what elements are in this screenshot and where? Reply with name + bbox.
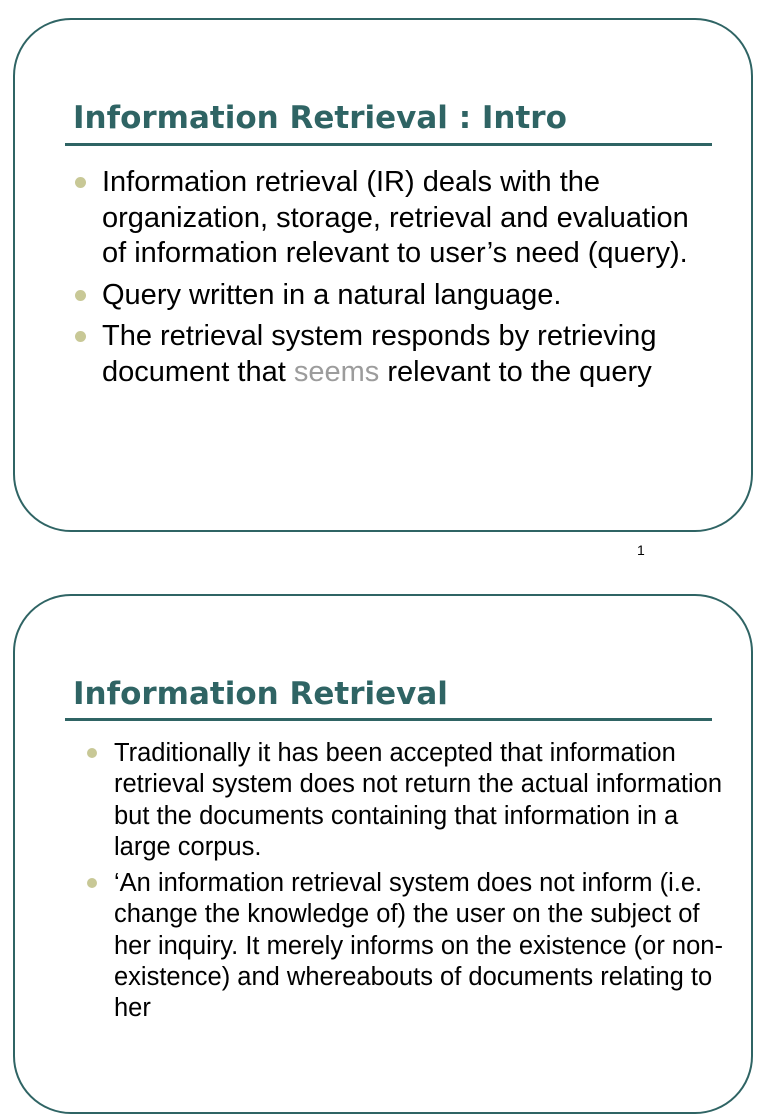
slide-1-title: Information Retrieval : Intro bbox=[73, 100, 567, 136]
highlighted-word: seems bbox=[293, 355, 380, 388]
list-item bbox=[87, 738, 727, 863]
bullet-icon bbox=[75, 177, 86, 188]
slide-2 bbox=[13, 594, 753, 1114]
list-item bbox=[75, 165, 705, 272]
bullet-icon bbox=[87, 878, 97, 888]
bullet-text-part: relevant to the query bbox=[379, 355, 652, 388]
page-number: 1 bbox=[637, 542, 645, 558]
bullet-text: Traditionally it has been accepted that information retrieval system does not return the actual information but the documents containing that information in a large corpus. bbox=[114, 739, 723, 861]
bullet-text: Information retrieval (IR) deals with the organization, storage, retrieval and evaluation of information relevant to user’s need (query). bbox=[102, 166, 689, 269]
slide-2-title: Information Retrieval bbox=[73, 676, 448, 712]
slide-2-bullet-list bbox=[87, 738, 727, 1030]
bullet-text: Query written in a natural language. bbox=[102, 278, 562, 311]
bullet-icon bbox=[75, 331, 86, 342]
bullet-text-part: The retrieval system responds by retrieving document that bbox=[102, 320, 657, 388]
slide-1 bbox=[13, 18, 753, 532]
slide-1-title-rule bbox=[65, 143, 712, 146]
bullet-text: ‘An information retrieval system does not inform (i.e. change the knowledge of) the user on the subject of her inquiry. It merely informs on the existence (or non-existence) and whereabouts of documents relating to her bbox=[114, 869, 723, 1023]
bullet-icon bbox=[87, 748, 97, 758]
slide-1-bullet-list bbox=[75, 165, 705, 396]
list-item bbox=[75, 278, 705, 314]
bullet-icon bbox=[75, 290, 86, 301]
list-item bbox=[87, 868, 727, 1024]
slide-2-title-rule bbox=[65, 718, 712, 721]
list-item bbox=[75, 319, 705, 390]
